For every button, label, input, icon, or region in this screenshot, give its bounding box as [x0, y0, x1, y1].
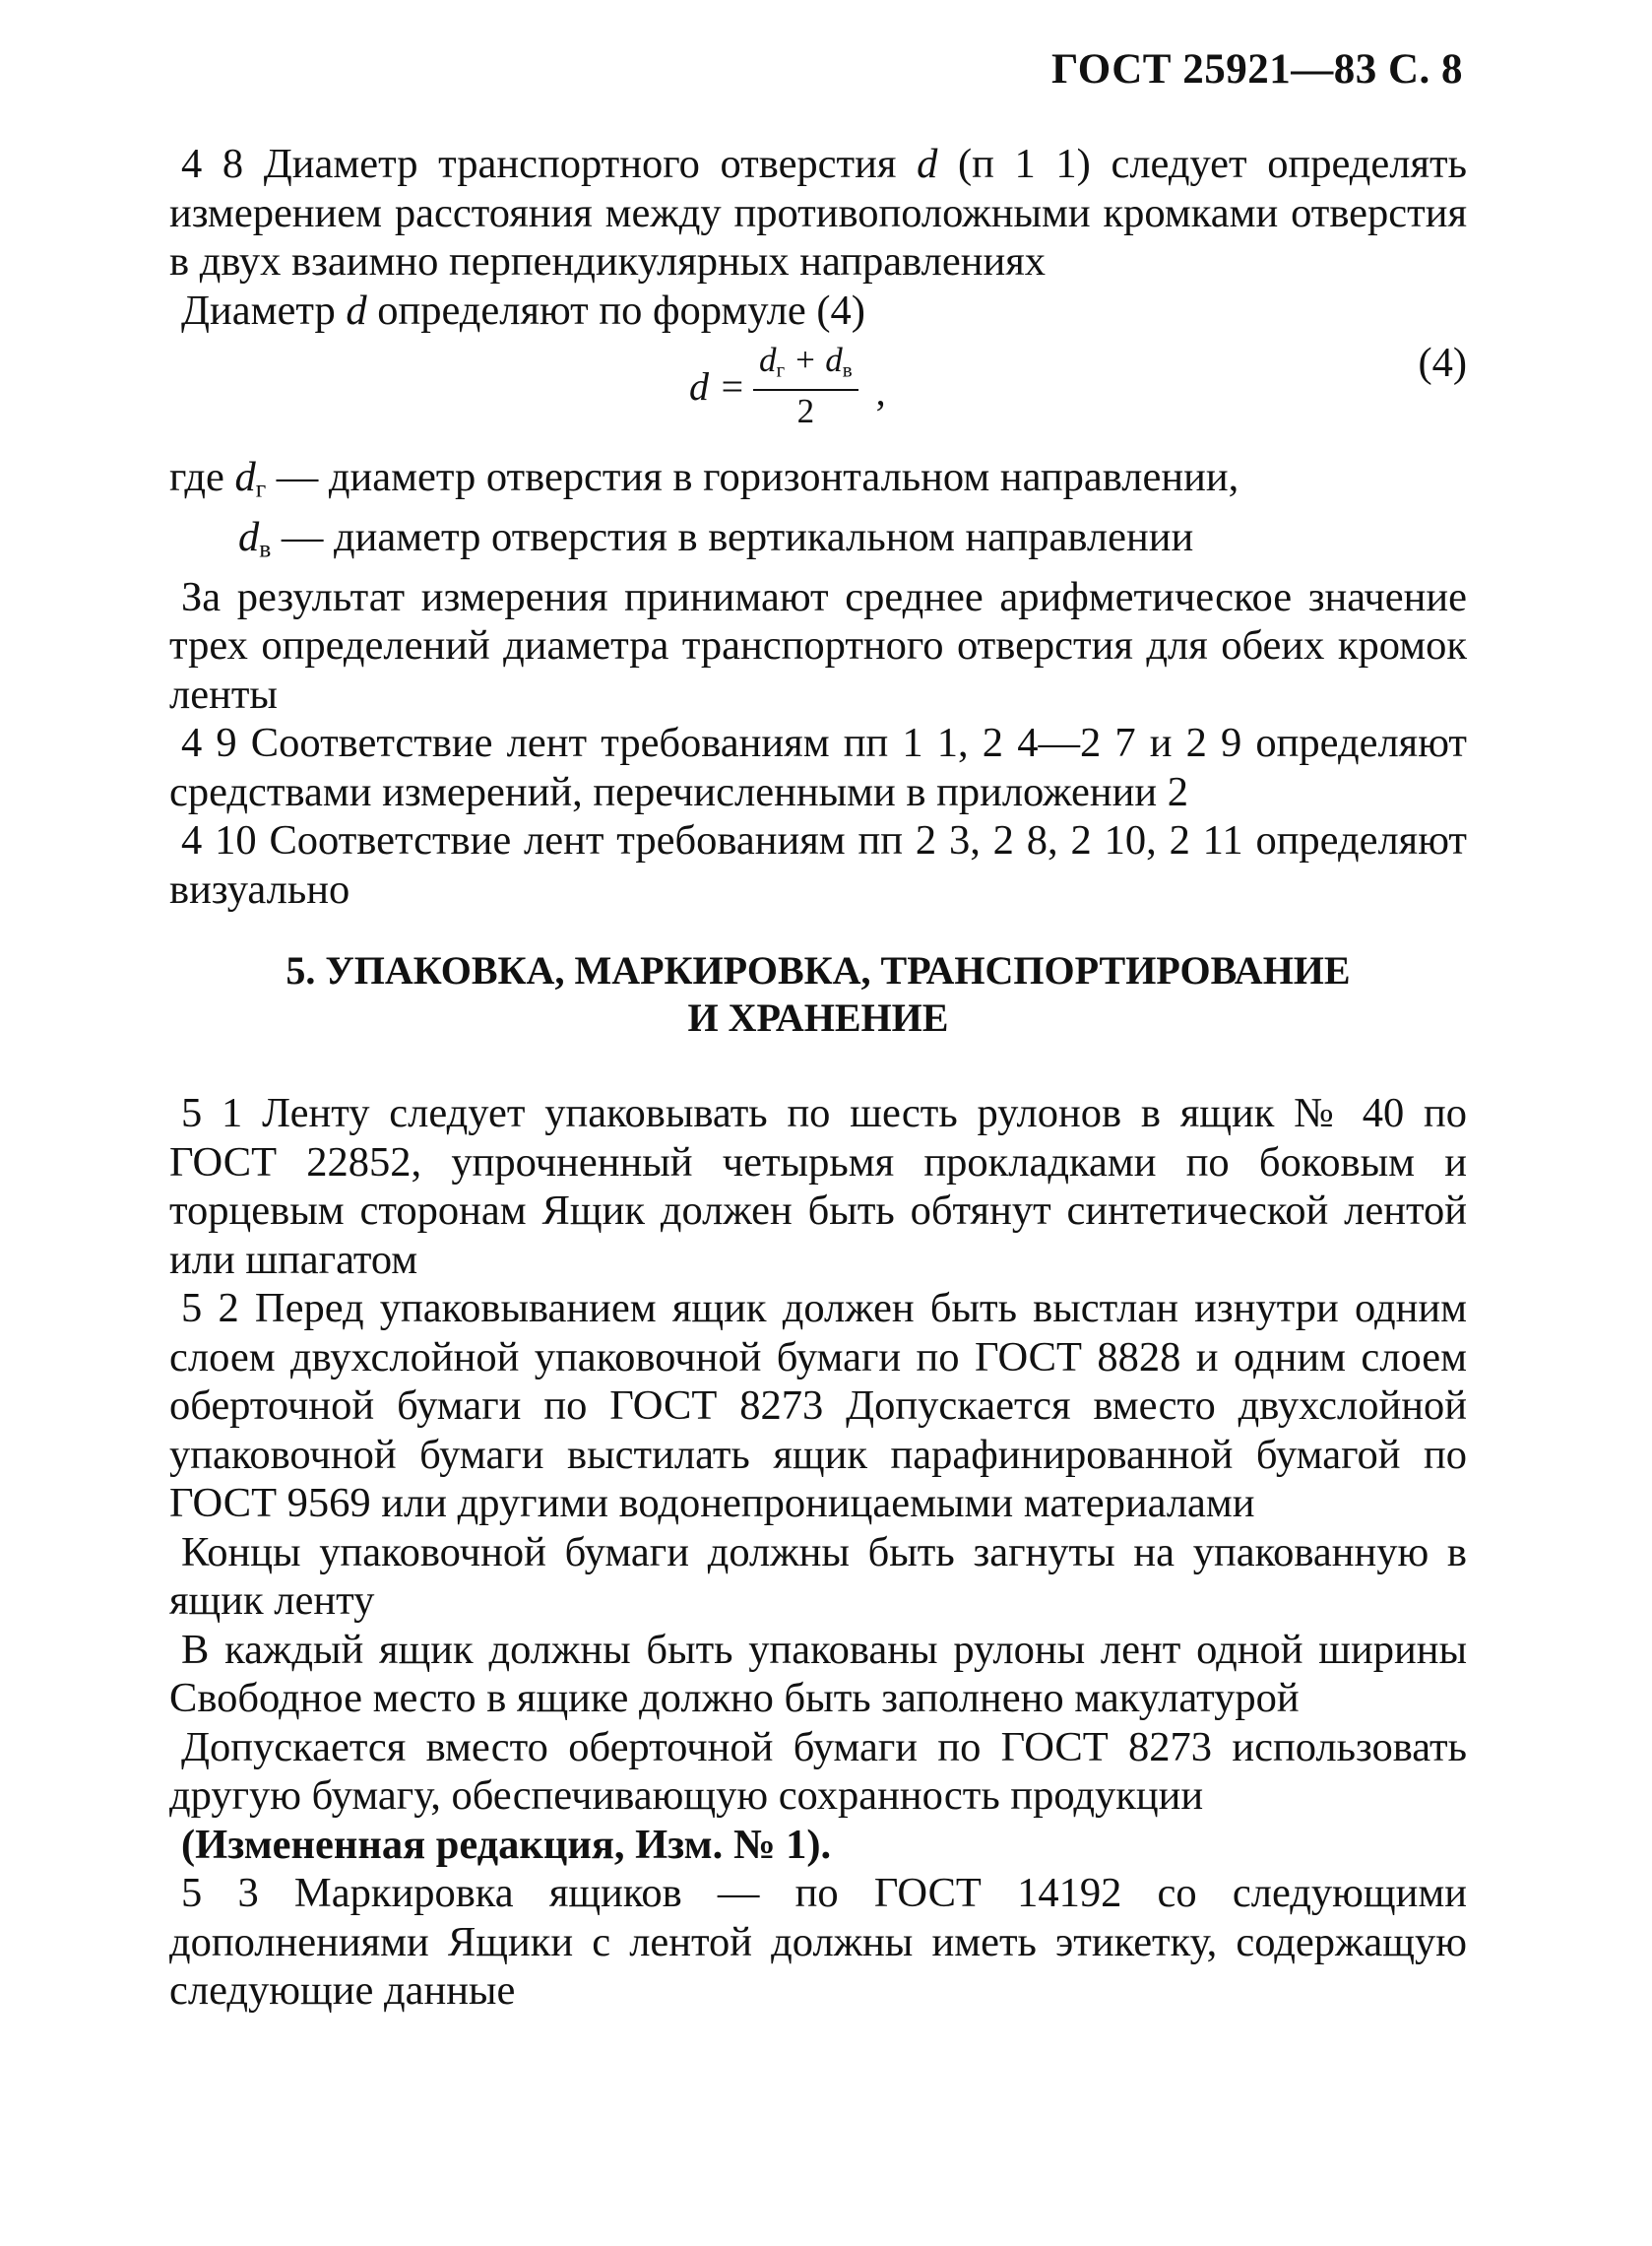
formula-fraction [753, 341, 858, 432]
formula-num-sub1: г [776, 357, 786, 382]
section-title [169, 947, 1467, 1042]
amendment-note: (Измененная редакция, Изм. № 1). [181, 1821, 832, 1868]
section-title-line-2: И ХРАНЕНИЕ [687, 995, 949, 1041]
formula-numerator [753, 341, 858, 389]
where-sub-1: г [255, 474, 267, 503]
formula-num-plus: + d [785, 341, 843, 379]
document-body [169, 140, 1467, 2016]
section-title-line-1: 5. УПАКОВКА, МАРКИРОВКА, ТРАНСПОРТИРОВАНИЕ [286, 948, 1351, 994]
formula-denominator: 2 [796, 392, 815, 431]
formula-comma: , [875, 368, 886, 414]
where-var-1: d [234, 454, 256, 500]
paragraph-5-2: 5 2 Перед упаковыванием ящик должен быть выстлан изнутри одним слоем двухслойной упаковочной бумаги по ГОСТ 8828 и одним слоем оберточной бумаги по ГОСТ 8273 Допускается вместо двухслойной упаковочной бумаги выстилать ящик парафинированной бумагой по ГОСТ 9569 или другими водонепроницаемыми материалами [169, 1285, 1467, 1527]
where-var-2: d [238, 513, 260, 560]
formula-lhs: d = [689, 363, 745, 409]
paragraph-5-1: 5 1 Ленту следует упаковывать по шесть рулонов в ящик № 40 по ГОСТ 22852, упрочненный четырьмя прокладками по боковым и торцевым сторонам Ящик должен быть обтянут синтетической лентой или шпагатом [169, 1090, 1467, 1283]
paragraph-4-9: 4 9 Соответствие лент требованиям пп 1 1, 2 4—2 7 и 2 9 определяют средствами измерений, перечисленными в приложении 2 [169, 720, 1467, 815]
paragraph-4-8 [169, 140, 1467, 287]
paragraph-5-2-b: Концы упаковочной бумаги должны быть загнуты на упакованную в ящик ленту [169, 1528, 1467, 1625]
paragraph-5-2-c: В каждый ящик должны быть упакованы рулоны лент одной ширины Свободное место в ящике должно быть заполнено макулатурой [169, 1626, 1467, 1722]
where-text-1: — диаметр отверстия в горизонтальном направлении, [266, 454, 1239, 500]
page-header: ГОСТ 25921—83 С. 8 [1050, 46, 1463, 93]
formula-intro [169, 287, 1467, 336]
p48-rest: (п 1 1) следует определять измерением расстояния между противоположными кромками отверстия в двух взаимно перпендикулярных направлениях [169, 141, 1468, 285]
p48-var: d [917, 141, 938, 187]
paragraph-result: За результат измерения принимают среднее арифметическое значение трех определений диаметра транспортного отверстия для обеих кромок ленты [169, 573, 1467, 718]
where-sub-2: в [259, 534, 272, 563]
p48-lead: 4 8 Диаметр транспортного отверстия [181, 141, 897, 187]
paragraph-4-10: 4 10 Соответствие лент требованиям пп 2 3, 2 8, 2 10, 2 11 определяют визуально [169, 817, 1467, 913]
paragraph-5-2-d: Допускается вместо оберточной бумаги по ГОСТ 8273 использовать другую бумагу, обеспечивающую сохранность продукции [169, 1723, 1467, 1820]
formula-intro-a: Диаметр [181, 287, 347, 334]
where-label: где [169, 454, 235, 500]
formula-number: (4) [1418, 340, 1467, 386]
where-text-2: — диаметр отверстия в вертикальном направлении [271, 513, 1194, 560]
where-line-2 [169, 513, 1467, 573]
where-line-1 [169, 453, 1467, 513]
paragraph-5-3: 5 3 Маркировка ящиков — по ГОСТ 14192 со следующими дополнениями Ящики с лентой должны иметь этикетку, содержащую следующие данные [169, 1870, 1467, 2015]
formula-intro-var: d [346, 287, 367, 334]
formula [689, 341, 886, 432]
formula-num-sub2: в [842, 357, 853, 382]
formula-num-d: d [759, 341, 777, 379]
formula-intro-b: определяют по формуле (4) [366, 287, 865, 334]
formula-block [169, 339, 1467, 441]
